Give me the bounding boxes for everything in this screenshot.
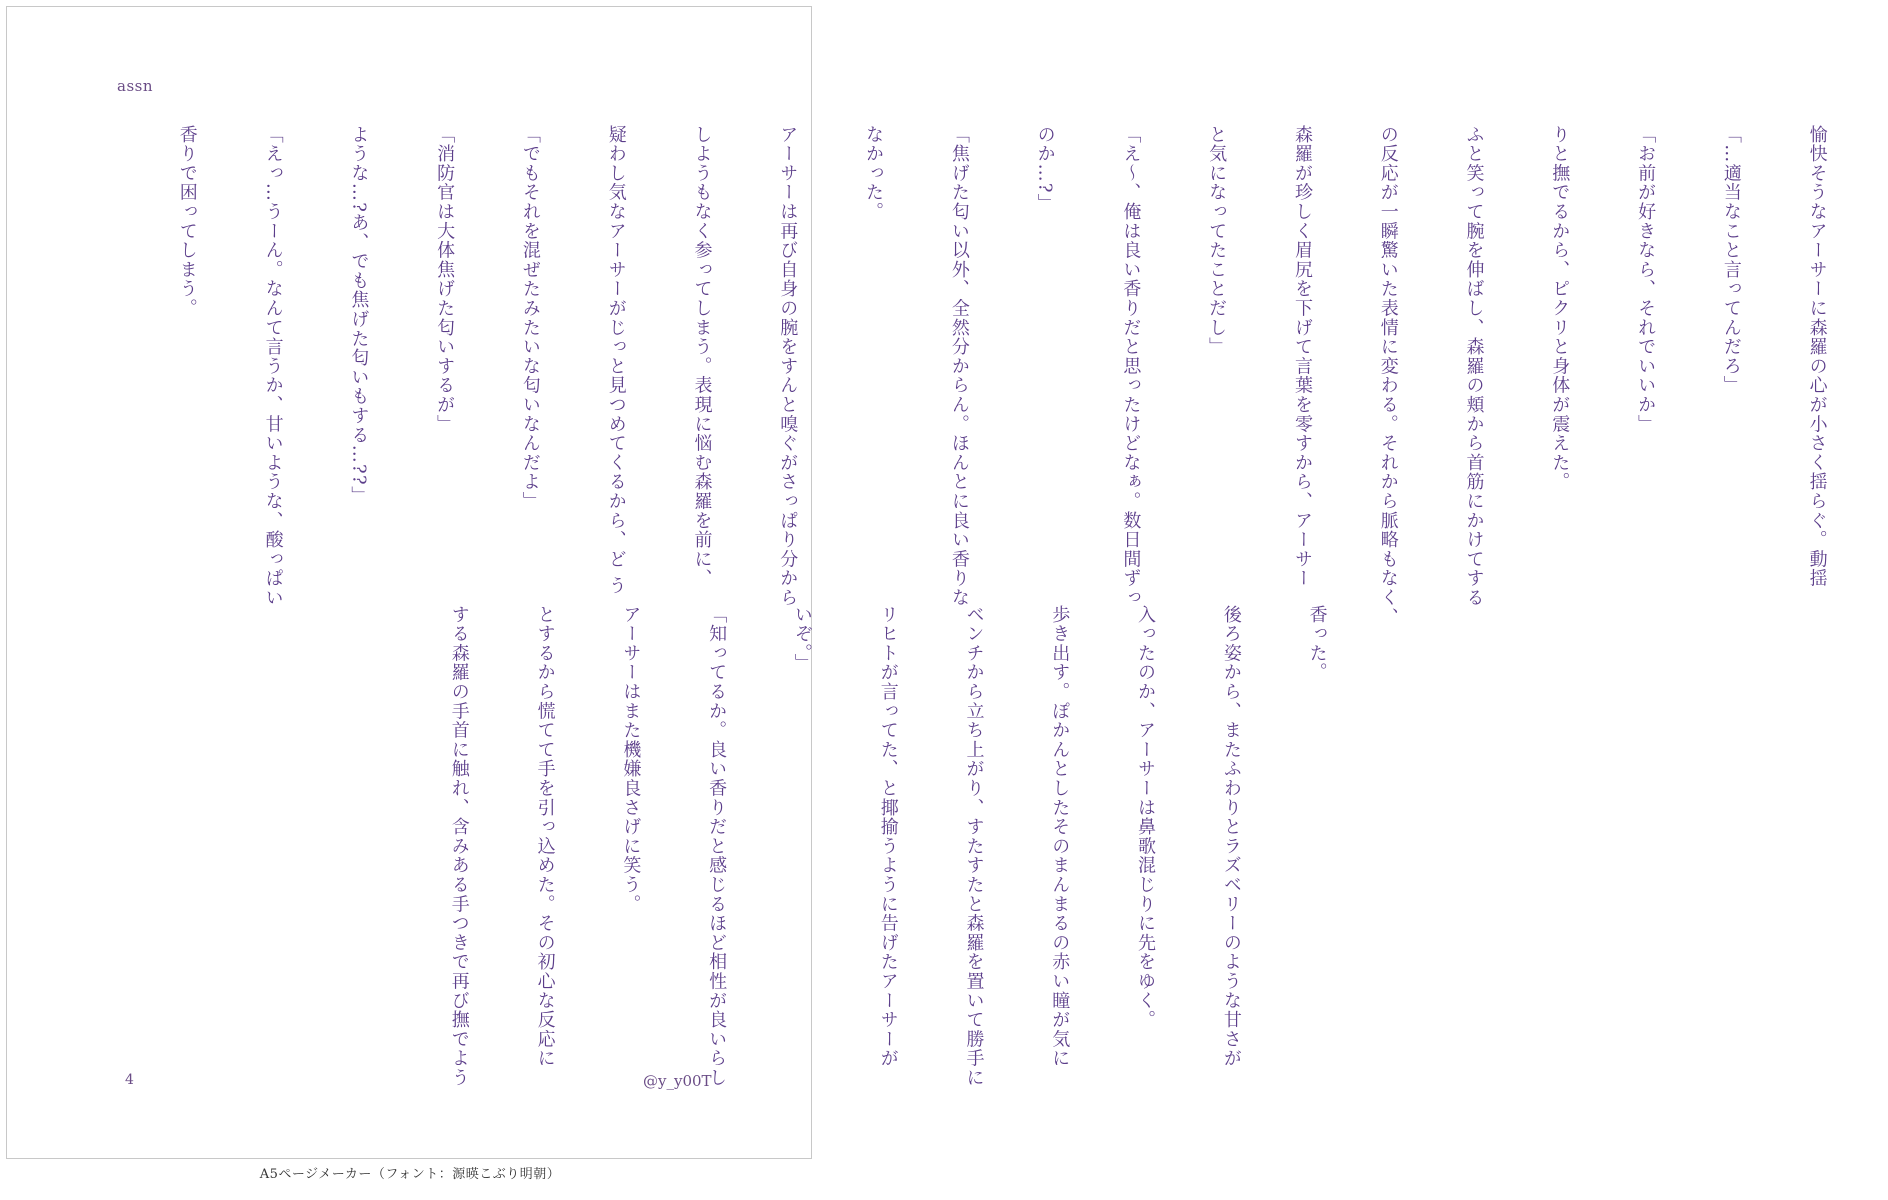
text-line: 疑わし気なアーサーがじっと見つめてくるから、ど う <box>605 125 627 596</box>
author-handle: @y_y00T <box>643 1072 712 1090</box>
text-line: 「お前が好きなら、それでいいか」 <box>1635 125 1657 434</box>
text-line: いぞ。」 <box>791 605 813 674</box>
text-line: アーサーは再び自身の腕をすんと嗅ぐがさっぱり分から <box>777 125 799 608</box>
text-line: リヒトが言ってた、と揶揄うように告げたアーサーが <box>877 605 899 1069</box>
text-line: の反応が一瞬驚いた表情に変わる。それから脈略もなく、 <box>1377 125 1399 627</box>
text-line: 香った。 <box>1306 605 1328 683</box>
text-line: する森羅の手首に触れ、含みある手つきで再び撫でよう <box>448 605 470 1088</box>
text-line: ベンチから立ち上がり、すたすたと森羅を置いて勝手に <box>963 605 985 1088</box>
text-line: 「え〜、俺は良い香りだと思ったけどなぁ。数日間ずっ <box>1120 125 1142 608</box>
text-line: 歩き出す。ぽかんとしたそのまんまるの赤い瞳が気に <box>1049 605 1071 1069</box>
text-line: 後ろ姿から、またふわりとラズベリーのような甘さが <box>1220 605 1242 1069</box>
text-line: しようもなく参ってしまう。表現に悩む森羅を前に、 <box>691 125 713 589</box>
text-line: とするから慌てて手を引っ込めた。その初心な反応に <box>534 605 556 1069</box>
text-line: アーサーはまた機嫌良さげに笑う。 <box>620 605 642 914</box>
footer-caption: A5ページメーカー（フォント：源暎こぶり明朝） <box>259 1167 561 1182</box>
text-line: 「知ってるか。良い香りだと感じるほど相性が良いらし <box>706 605 728 1088</box>
text-line: 「消防官は大体焦げた匂いするが」 <box>434 125 456 434</box>
header-label: assn <box>117 77 153 95</box>
text-line: 「でもそれを混ぜたみたいな匂いなんだよ」 <box>519 125 541 511</box>
text-line: と気になってたことだし」 <box>1206 125 1228 357</box>
text-line: 香りで困ってしまう。 <box>176 125 198 318</box>
page-number: 4 <box>125 1072 134 1088</box>
text-line: 森羅が珍しく眉尻を下げて言葉を零すから、アーサー <box>1291 125 1313 589</box>
text-line: りと撫でるから、ピクリと身体が震えた。 <box>1549 125 1571 492</box>
text-line: ような…?あ、でも焦げた匂いもする…??」 <box>348 125 370 506</box>
text-line: 「焦げた匂い以外、全然分からん。ほんとに良い香りな <box>948 125 970 608</box>
text-line: 入ったのか、アーサーは鼻歌混じりに先をゆく。 <box>1135 605 1157 1030</box>
text-line: 「えっ…うーん。なんて言うか、甘いような、酸っぱい <box>262 125 284 608</box>
text-line: なかった。 <box>863 125 885 222</box>
text-line: 愉快そうなアーサーに森羅の心が小さく揺らぐ。動揺 <box>1806 125 1828 589</box>
top-text-block <box>115 125 1888 627</box>
text-line: 「…適当なこと言ってんだろ」 <box>1720 125 1742 396</box>
text-line: ふと笑って腕を伸ばし、森羅の頬から首筋にかけてする <box>1463 125 1485 608</box>
text-line: のか…?」 <box>1034 125 1056 214</box>
page-sheet <box>6 6 1828 1159</box>
